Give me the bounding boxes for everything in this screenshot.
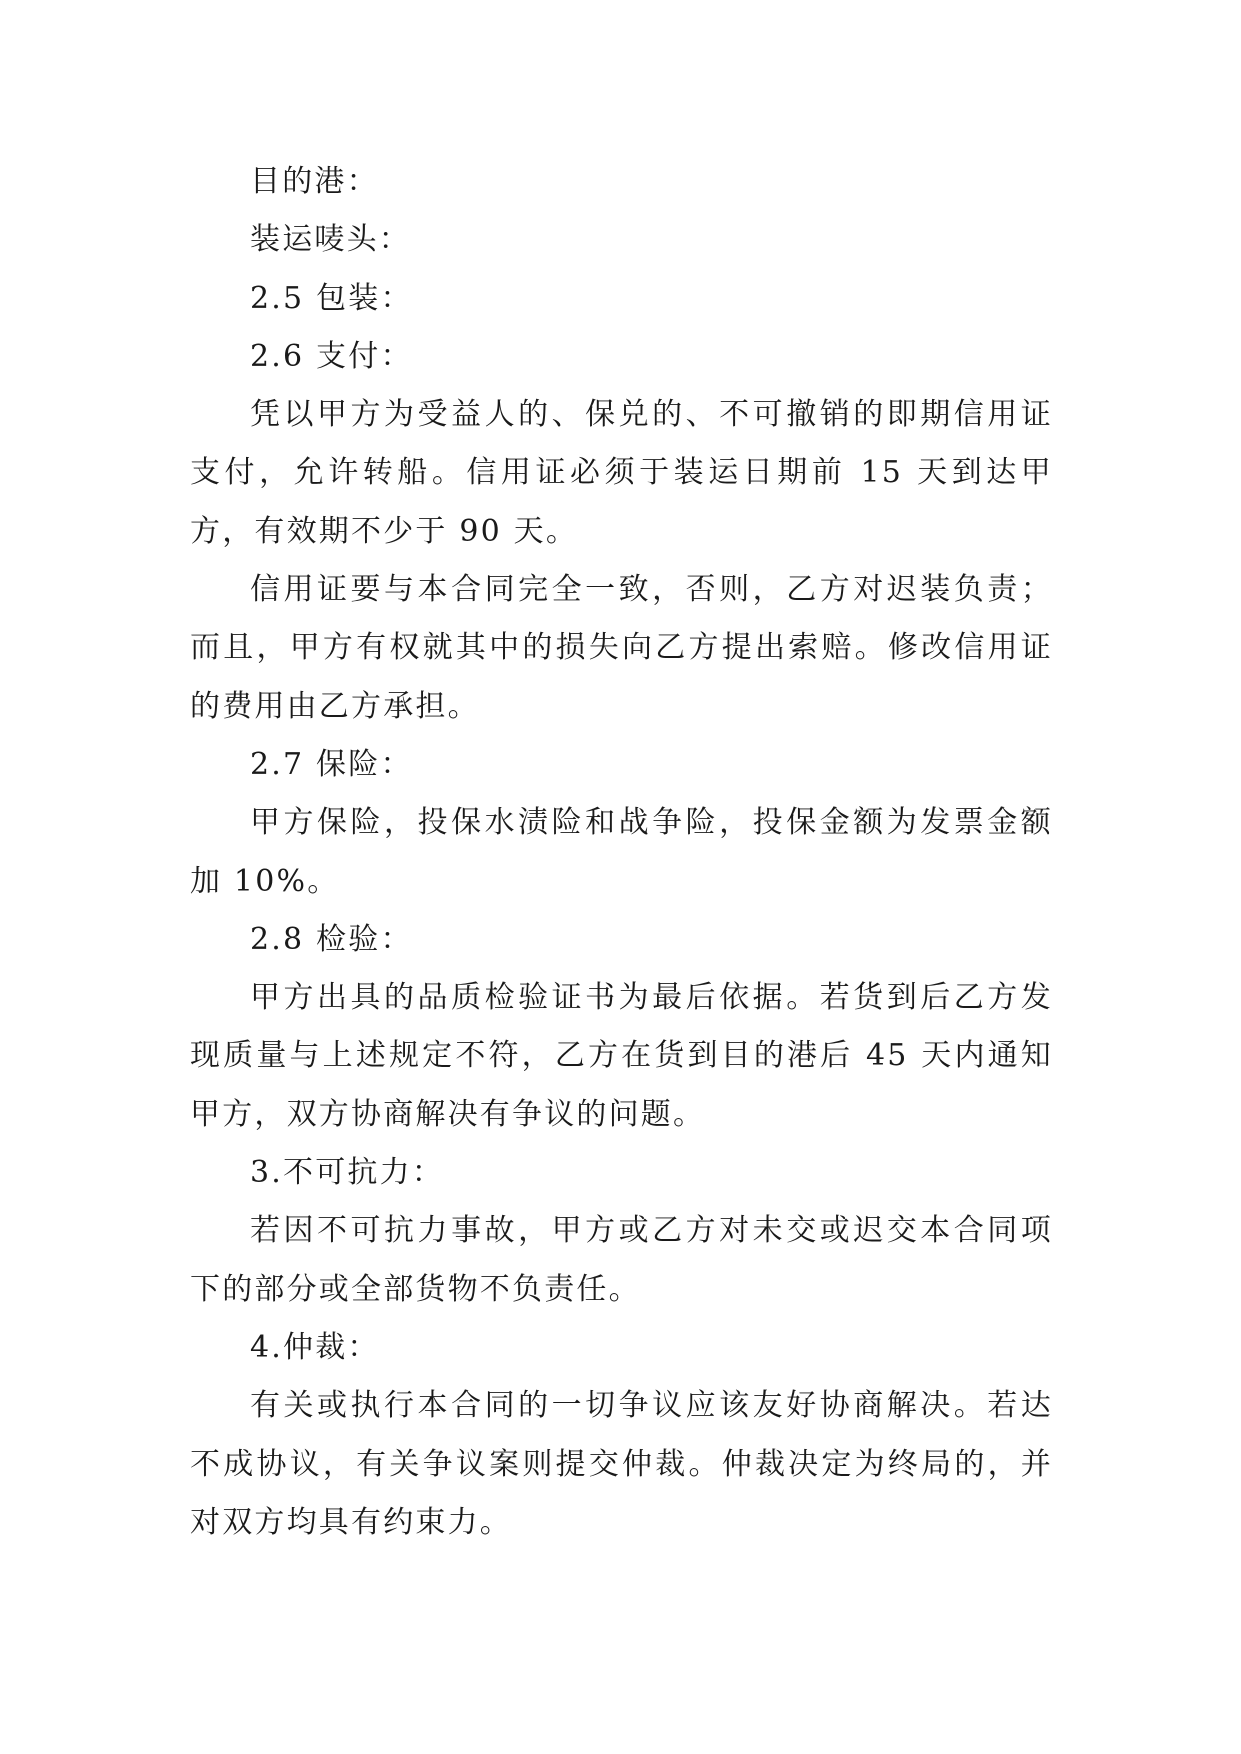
shipping-mark-line: 装运唛头： xyxy=(250,222,411,258)
section-2-5-heading: 2.5 包装： xyxy=(250,280,413,316)
section-3-heading: 3.不可抗力： xyxy=(250,1155,445,1191)
force-majeure-paragraph: 若因不可抗力事故，甲方或乙方对未交或迟交本合同项下的部分或全部货物不负责任。 xyxy=(190,1213,1053,1307)
destination-port-line: 目的港： xyxy=(250,164,379,199)
payment-paragraph: 凭以甲方为受益人的、保兑的、不可撤销的即期信用证支付，允许转船。信用证必须于装运日期前 15 天到达甲方，有效期不少于 90 天。 xyxy=(190,397,1053,549)
section-4-heading: 4.仲裁： xyxy=(250,1329,380,1365)
document-page xyxy=(190,153,1053,1552)
section-2-7-heading: 2.7 保险： xyxy=(250,746,413,782)
section-2-6-heading: 2.6 支付： xyxy=(250,338,413,374)
insurance-paragraph: 甲方保险，投保水渍险和战争险，投保金额为发票金额加 10%。 xyxy=(190,805,1053,899)
letter-of-credit-paragraph: 信用证要与本合同完全一致，否则，乙方对迟装负责；而且，甲方有权就其中的损失向乙方提出索赔。修改信用证的费用由乙方承担。 xyxy=(190,572,1053,724)
section-2-8-heading: 2.8 检验： xyxy=(250,921,413,957)
inspection-paragraph: 甲方出具的品质检验证书为最后依据。若货到后乙方发现质量与上述规定不符，乙方在货到目的港后 45 天内通知甲方，双方协商解决有争议的问题。 xyxy=(190,980,1053,1132)
arbitration-paragraph: 有关或执行本合同的一切争议应该友好协商解决。若达不成协议，有关争议案则提交仲裁。仲裁决定为终局的，并对双方均具有约束力。 xyxy=(190,1388,1053,1540)
